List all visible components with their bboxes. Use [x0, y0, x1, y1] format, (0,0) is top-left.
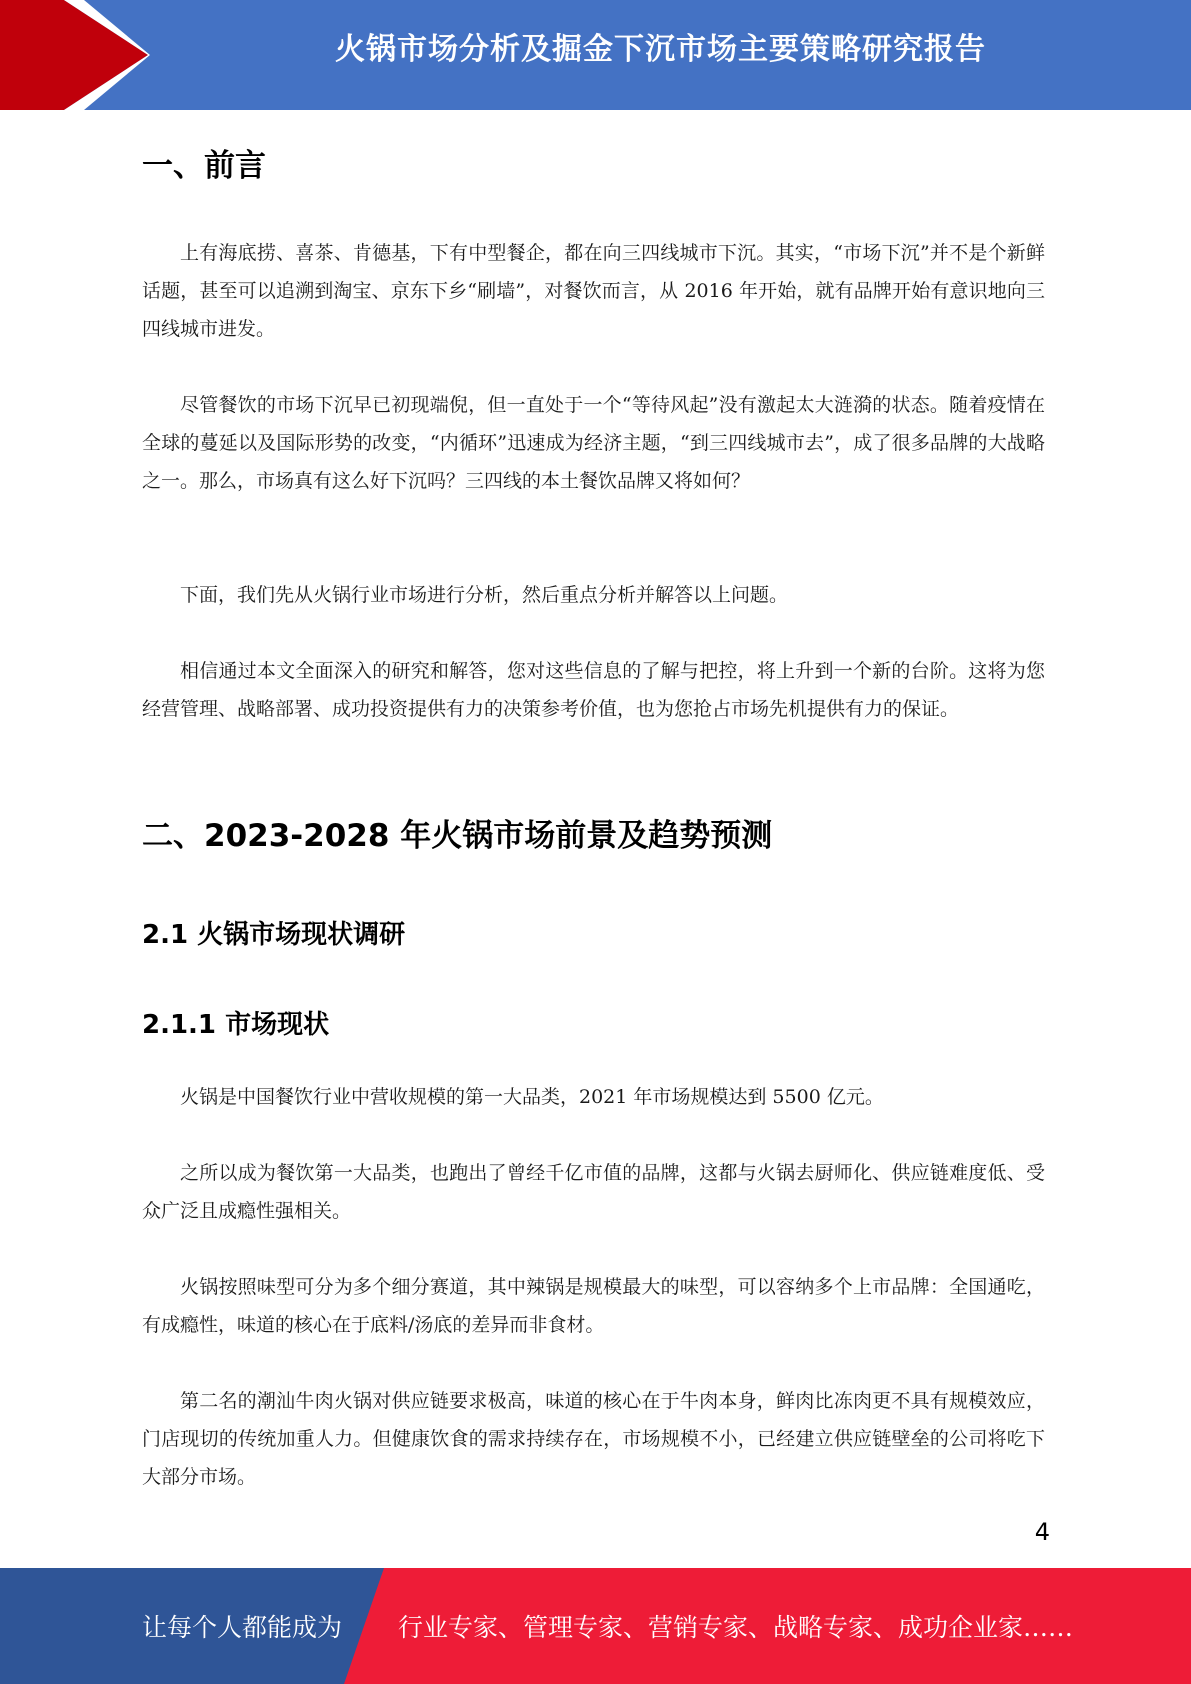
paragraph: 下面，我们先从火锅行业市场进行分析，然后重点分析并解答以上问题。: [180, 584, 789, 606]
paragraph: 上有海底捞、喜茶、肯德基，下有中型餐企，都在向三四线城市下沉。其实，“市场下沉”并不是个新鲜话题，甚至可以追溯到淘宝、京东下乡“刷墙”，对餐饮而言，从 2016 年开始，就有品牌开始有意识地向三四线城市进发。: [142, 242, 1045, 340]
paragraph: 相信通过本文全面深入的研究和解答，您对这些信息的了解与把控，将上升到一个新的台阶。这将为您经营管理、战略部署、成功投资提供有力的决策参考价值，也为您抢占市场先机提供有力的保证。: [142, 660, 1045, 720]
paragraph: 火锅是中国餐饮行业中营收规模的第一大品类，2021 年市场规模达到 5500 亿元。: [180, 1086, 884, 1108]
paragraph: 之所以成为餐饮第一大品类，也跑出了曾经千亿市值的品牌，这都与火锅去厨师化、供应链难度低、受众广泛且成瘾性强相关。: [142, 1162, 1045, 1222]
page-number: 4: [1034, 1518, 1050, 1546]
subsubsection-heading: 2.1.1 市场现状: [142, 1010, 330, 1040]
subsection-heading: 2.1 火锅市场现状调研: [142, 920, 406, 950]
section-heading-preface: 一、前言: [142, 148, 266, 184]
report-title: 火锅市场分析及掘金下沉市场主要策略研究报告: [335, 32, 986, 67]
section-heading-forecast: 二、2023-2028 年火锅市场前景及趋势预测: [142, 818, 773, 854]
paragraph: 火锅按照味型可分为多个细分赛道，其中辣锅是规模最大的味型，可以容纳多个上市品牌：全国通吃，有成瘾性，味道的核心在于底料/汤底的差异而非食材。: [142, 1276, 1045, 1336]
footer-slogan-left: 让每个人都能成为: [142, 1613, 343, 1642]
paragraph: 尽管餐饮的市场下沉早已初现端倪，但一直处于一个“等待风起”没有激起太大涟漪的状态。随着疫情在全球的蔓延以及国际形势的改变，“内循环”迅速成为经济主题，“到三四线城市去”，成了很多品牌的大战略之一。那么，市场真有这么好下沉吗？三四线的本土餐饮品牌又将如何？: [142, 394, 1045, 492]
page-footer: [0, 1568, 1191, 1684]
paragraph: 第二名的潮汕牛肉火锅对供应链要求极高，味道的核心在于牛肉本身，鲜肉比冻肉更不具有规模效应，门店现切的传统加重人力。但健康饮食的需求持续存在，市场规模不小，已经建立供应链壁垒的公司将吃下大部分市场。: [142, 1390, 1045, 1488]
footer-slogan-right: 行业专家、管理专家、营销专家、战略专家、成功企业家……: [398, 1613, 1074, 1642]
page-header: [0, 0, 1191, 110]
